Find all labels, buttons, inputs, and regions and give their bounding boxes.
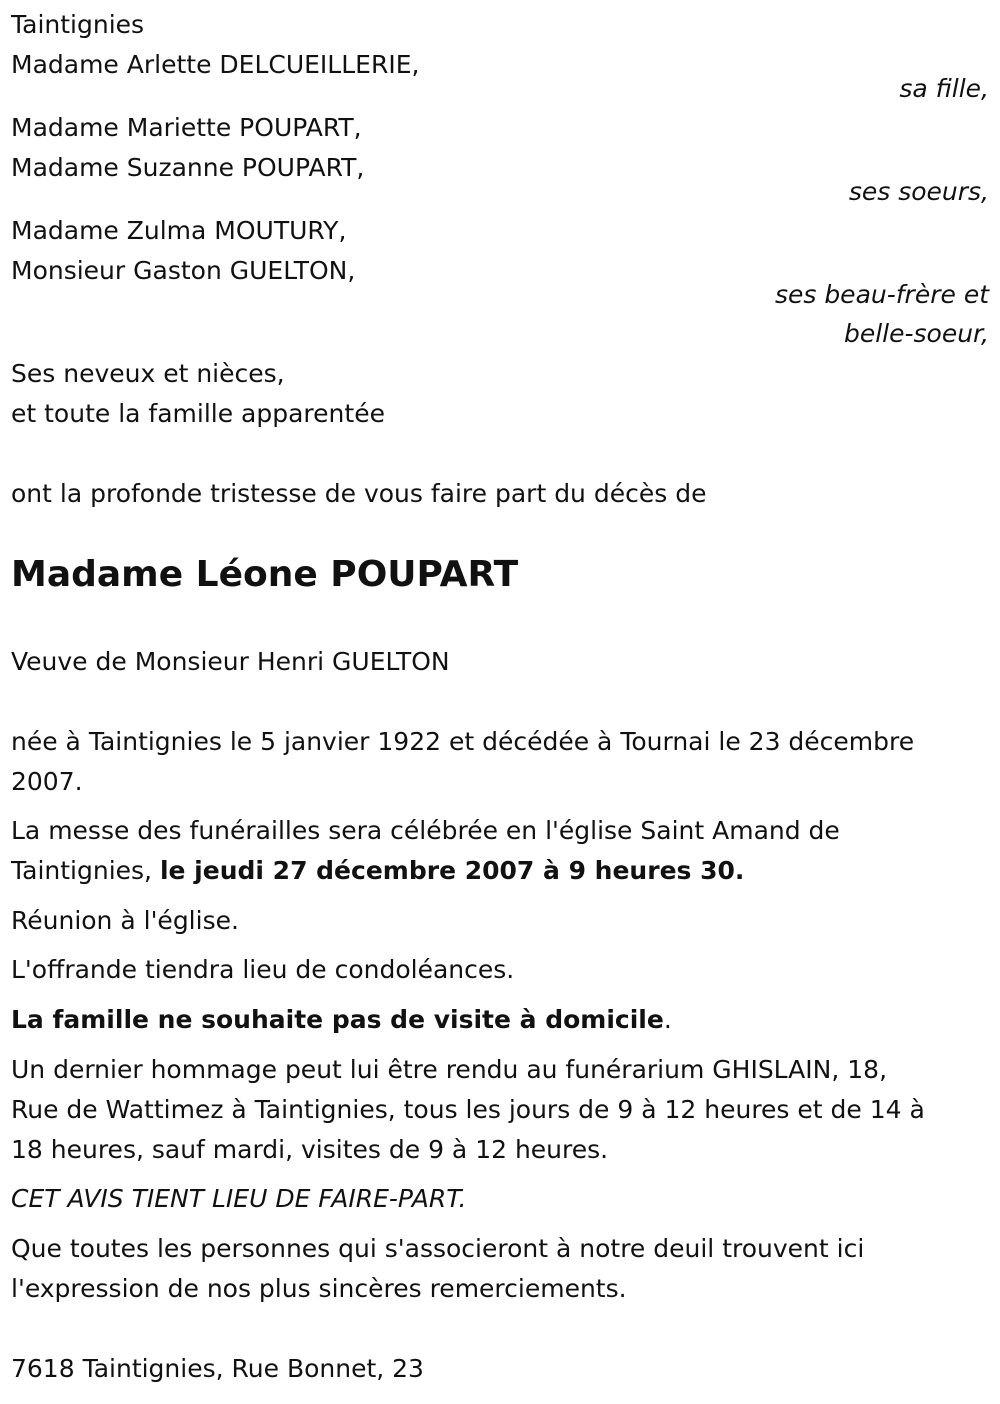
- inlaw-name-1: Madame Zulma MOUTURY,: [11, 216, 347, 245]
- daughter-name: Madame Arlette DELCUEILLERIE,: [11, 50, 420, 79]
- sister-name-1: Madame Mariette POUPART,: [11, 113, 362, 142]
- notice-line: CET AVIS TIENT LIEU DE FAIRE-PART.: [11, 1184, 467, 1213]
- mass-line-2: [11, 851, 744, 891]
- birth-death-line-1: née à Taintignies le 5 janvier 1922 et décédée à Tournai le 23 décembre: [11, 727, 915, 756]
- deceased-name: Madame Léone POUPART: [11, 554, 519, 595]
- daughter-relation: sa fille,: [899, 74, 989, 103]
- mass-line-1: La messe des funérailles sera célébrée en l'église Saint Amand de: [11, 816, 840, 845]
- mass-datetime: le jeudi 27 décembre 2007 à 9 heures 30.: [159, 856, 745, 885]
- meeting-line: Réunion à l'église.: [11, 906, 239, 935]
- sisters-relation: ses soeurs,: [848, 177, 989, 206]
- birth-death-line-2: 2007.: [11, 767, 83, 796]
- no-visit-text: La famille ne souhaite pas de visite à domicile: [11, 1005, 664, 1034]
- place-line: Taintignies: [11, 10, 145, 39]
- inlaws-relation-1: ses beau-frère et: [774, 280, 989, 309]
- inlaw-name-2: Monsieur Gaston GUELTON,: [11, 256, 356, 285]
- nephews-line: Ses neveux et nièces,: [11, 359, 285, 388]
- no-visit-punct: .: [663, 1005, 672, 1034]
- tribute-line-2: Rue de Wattimez à Taintignies, tous les jours de 9 à 12 heures et de 14 à: [11, 1095, 925, 1124]
- tribute-line-3: 18 heures, sauf mardi, visites de 9 à 12 heures.: [11, 1135, 609, 1164]
- widow-of-line: Veuve de Monsieur Henri GUELTON: [11, 647, 450, 676]
- sister-name-2: Madame Suzanne POUPART,: [11, 153, 365, 182]
- address-line: 7618 Taintignies, Rue Bonnet, 23: [11, 1354, 424, 1383]
- relatives-line: et toute la famille apparentée: [11, 399, 385, 428]
- mass-place: Taintignies,: [11, 856, 160, 885]
- tribute-line-1: Un dernier hommage peut lui être rendu au funérarium GHISLAIN, 18,: [11, 1055, 888, 1084]
- inlaws-relation-2: belle-soeur,: [843, 319, 989, 348]
- thanks-line-1: Que toutes les personnes qui s'associeront à notre deuil trouvent ici: [11, 1234, 865, 1263]
- intro-line: ont la profonde tristesse de vous faire part du décès de: [11, 479, 707, 508]
- offering-line: L'offrande tiendra lieu de condoléances.: [11, 955, 515, 984]
- thanks-line-2: l'expression de nos plus sincères remerciements.: [11, 1274, 627, 1303]
- no-visit-line: [11, 1000, 672, 1040]
